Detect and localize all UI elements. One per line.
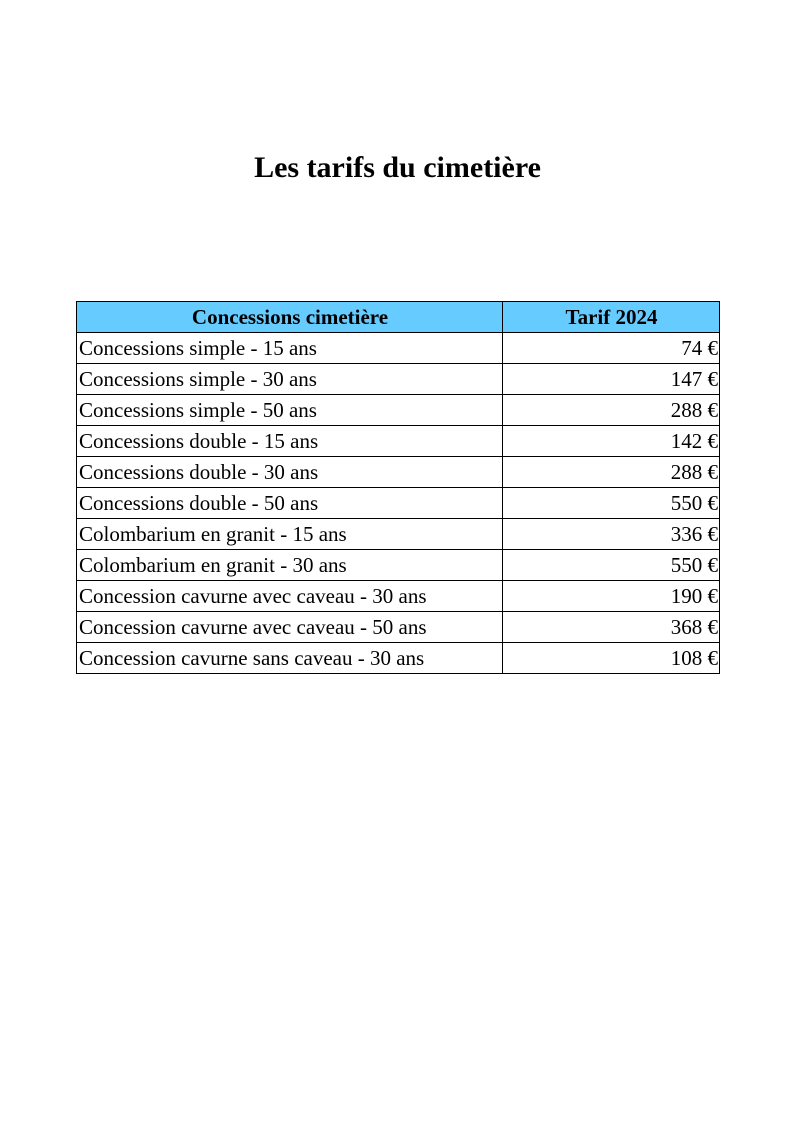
table-row	[77, 488, 720, 519]
table-row	[77, 519, 720, 550]
concession-price: 147 €	[503, 364, 720, 395]
table-header-row	[77, 302, 720, 333]
concession-label: Concession cavurne avec caveau - 50 ans	[77, 612, 503, 643]
concession-price: 288 €	[503, 395, 720, 426]
concession-label: Concessions double - 50 ans	[77, 488, 503, 519]
concession-price: 550 €	[503, 550, 720, 581]
concession-label: Colombarium en granit - 15 ans	[77, 519, 503, 550]
column-header-tarif: Tarif 2024	[503, 302, 720, 333]
table-row	[77, 550, 720, 581]
concession-label: Concessions simple - 50 ans	[77, 395, 503, 426]
concession-label: Concessions double - 30 ans	[77, 457, 503, 488]
table-row	[77, 457, 720, 488]
concession-price: 108 €	[503, 643, 720, 674]
concession-price: 336 €	[503, 519, 720, 550]
concession-price: 550 €	[503, 488, 720, 519]
concession-label: Colombarium en granit - 30 ans	[77, 550, 503, 581]
table-row	[77, 364, 720, 395]
price-table	[76, 301, 720, 674]
concession-price: 142 €	[503, 426, 720, 457]
table-row	[77, 333, 720, 364]
concession-label: Concessions double - 15 ans	[77, 426, 503, 457]
table-row	[77, 426, 720, 457]
concession-label: Concessions simple - 30 ans	[77, 364, 503, 395]
column-header-concessions: Concessions cimetière	[77, 302, 503, 333]
concession-price: 368 €	[503, 612, 720, 643]
concession-label: Concession cavurne sans caveau - 30 ans	[77, 643, 503, 674]
table-row	[77, 643, 720, 674]
table-row	[77, 612, 720, 643]
page-title: Les tarifs du cimetière	[254, 151, 541, 184]
table-row	[77, 581, 720, 612]
concession-label: Concessions simple - 15 ans	[77, 333, 503, 364]
concession-price: 288 €	[503, 457, 720, 488]
concession-label: Concession cavurne avec caveau - 30 ans	[77, 581, 503, 612]
concession-price: 190 €	[503, 581, 720, 612]
table-row	[77, 395, 720, 426]
concession-price: 74 €	[503, 333, 720, 364]
